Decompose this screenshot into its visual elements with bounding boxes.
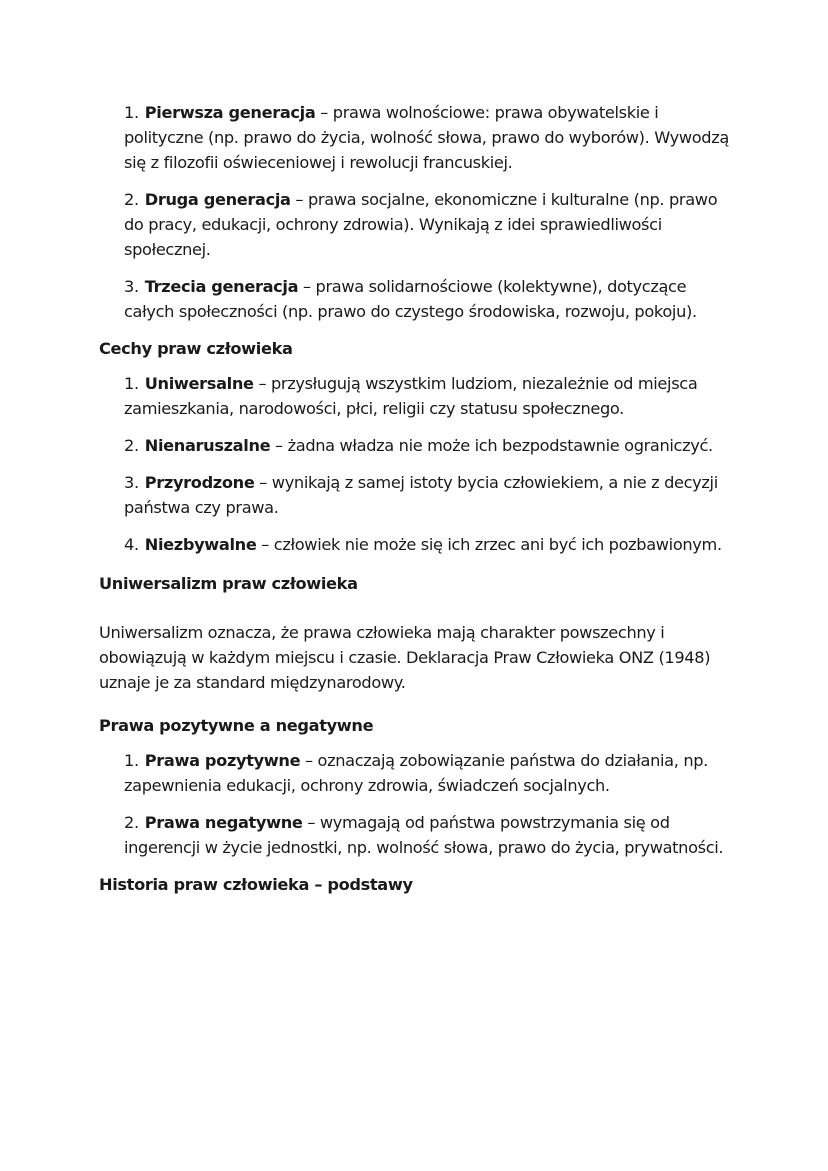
list-text: – oznaczają zobowiązanie państwa do działania, np. zapewnienia edukacji, ochrony zdrowia, świadczeń socjalnych.: [124, 751, 708, 795]
list-text: – człowiek nie może się ich zrzec ani być ich pozbawionym.: [256, 535, 722, 554]
universalism-paragraph: Uniwersalizm oznacza, że prawa człowieka mają charakter powszechny i obowiązują w każdym miejscu i czasie. Deklaracja Praw Człowieka ONZ (1948) uznaje je za standard międzynarodowy.: [99, 623, 711, 692]
list-item: [124, 100, 739, 175]
list-item: [124, 187, 739, 262]
list-term: Uniwersalne: [144, 374, 254, 393]
list-item: [124, 748, 739, 798]
list-text: – prawa solidarnościowe (kolektywne), dotyczące całych społeczności (np. prawo do czystego środowiska, rozwoju, pokoju).: [124, 277, 697, 321]
list-item: [124, 433, 739, 458]
features-list: [99, 371, 739, 557]
section-heading-features: Cechy praw człowieka: [99, 339, 293, 358]
list-item: [124, 810, 739, 860]
list-text: – wymagają od państwa powstrzymania się od ingerencji w życie jednostki, np. wolność słowa, prawo do życia, prywatności.: [124, 813, 724, 857]
list-term: Druga generacja: [144, 190, 291, 209]
list-term: Prawa pozytywne: [144, 751, 301, 770]
list-number: 2.: [124, 813, 139, 832]
list-number: 3.: [124, 473, 139, 492]
list-text: – żadna władza nie może ich bezpodstawnie ograniczyć.: [270, 436, 713, 455]
list-item: [124, 532, 739, 557]
list-term: Trzecia generacja: [144, 277, 299, 296]
list-number: 2.: [124, 436, 139, 455]
list-text: – wynikają z samej istoty bycia człowiekiem, a nie z decyzji państwa czy prawa.: [124, 473, 718, 517]
list-term: Niezbywalne: [144, 535, 257, 554]
list-text: – przysługują wszystkim ludziom, niezależnie od miejsca zamieszkania, narodowości, płci, religii czy statusu społecznego.: [124, 374, 698, 418]
list-item: [124, 470, 739, 520]
list-item: [124, 371, 739, 421]
list-number: 1.: [124, 751, 139, 770]
section-heading-history: Historia praw człowieka – podstawy: [99, 875, 413, 894]
list-number: 4.: [124, 535, 139, 554]
section-heading-positive-negative: Prawa pozytywne a negatywne: [99, 716, 374, 735]
list-number: 1.: [124, 103, 139, 122]
list-text: – prawa socjalne, ekonomiczne i kulturalne (np. prawo do pracy, edukacji, ochrony zdrowia). Wynikają z idei sprawiedliwości społecznej.: [124, 190, 718, 259]
section-heading-universalism: Uniwersalizm praw człowieka: [99, 574, 358, 593]
list-number: 2.: [124, 190, 139, 209]
list-term: Pierwsza generacja: [144, 103, 316, 122]
positive-negative-list: [99, 748, 739, 860]
list-text: – prawa wolnościowe: prawa obywatelskie i polityczne (np. prawo do życia, wolność słowa, prawo do wyborów). Wywodzą się z filozofii oświeceniowej i rewolucji francuskiej.: [124, 103, 729, 172]
list-term: Przyrodzone: [144, 473, 255, 492]
document-content: [99, 100, 739, 907]
list-term: Prawa negatywne: [144, 813, 303, 832]
list-item: [124, 274, 739, 324]
list-number: 3.: [124, 277, 139, 296]
generations-list: [99, 100, 739, 324]
list-number: 1.: [124, 374, 139, 393]
list-term: Nienaruszalne: [144, 436, 271, 455]
